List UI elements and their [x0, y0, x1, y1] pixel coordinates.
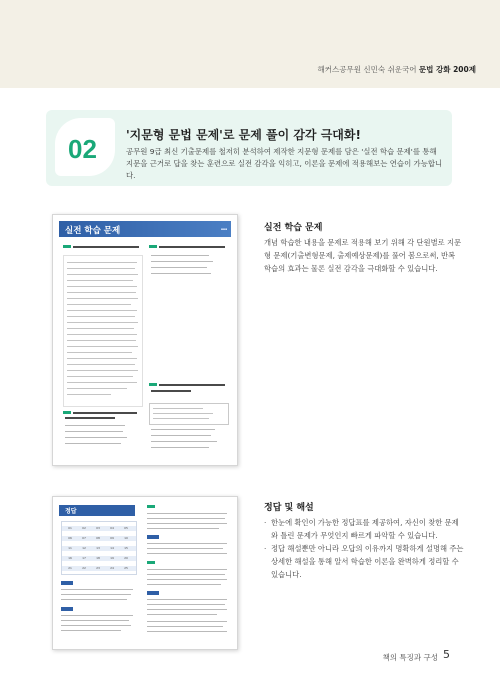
answer-table	[61, 521, 137, 575]
answer-cell: 17	[82, 556, 86, 560]
answer-cell: 15	[124, 546, 128, 550]
practice-page-header-mark: ▪▪▪	[220, 227, 227, 231]
answer-cell: 25	[124, 566, 128, 570]
question-marker	[63, 411, 71, 414]
answer-cell: 09	[110, 536, 114, 540]
answer-cell: 23	[96, 566, 100, 570]
feature-number: 02	[68, 134, 97, 164]
page-number: 5	[443, 648, 450, 661]
question-marker	[149, 383, 157, 386]
answer-page-title: 정답	[65, 508, 77, 515]
answers-bullet: · 한눈에 확인이 가능한 정답표를 제공하여, 자신이 찾한 문제와 틀린 문제가 무엇인지 빠르게 파악할 수 있습니다.	[264, 516, 464, 542]
answer-cell: 06	[68, 536, 72, 540]
answer-cell: 21	[68, 566, 72, 570]
explanation-tag	[61, 581, 73, 585]
answer-cell: 22	[82, 566, 86, 570]
question-marker	[149, 245, 157, 248]
answer-cell: 18	[96, 556, 100, 560]
section-title-answers: 정답 및 해설	[264, 503, 314, 513]
answer-page-thumbnail	[52, 496, 238, 650]
question-title-line	[73, 246, 139, 248]
answer-cell: 01	[68, 526, 72, 530]
answer-cell: 19	[110, 556, 114, 560]
section-title-practice: 실전 학습 문제	[264, 223, 323, 233]
answer-cell: 07	[82, 536, 86, 540]
answer-cell: 20	[124, 556, 128, 560]
passage-box	[63, 255, 143, 407]
feature-title: '지문형 문법 문제'로 문제 풀이 감각 극대화!	[126, 128, 361, 142]
answer-cell: 12	[82, 546, 86, 550]
answer-cell: 24	[110, 566, 114, 570]
answer-cell: 08	[96, 536, 100, 540]
answer-cell: 10	[124, 536, 128, 540]
question-example-box	[149, 403, 229, 425]
answer-cell: 11	[68, 546, 72, 550]
answer-cell: 16	[68, 556, 72, 560]
practice-page-thumbnail	[52, 214, 238, 466]
footer-section-label: 책의 특징과 구성	[382, 653, 438, 662]
answer-cell: 03	[96, 526, 100, 530]
answer-cell: 05	[124, 526, 128, 530]
answer-cell: 04	[110, 526, 114, 530]
section-body-answers	[264, 516, 464, 581]
question-marker	[147, 505, 155, 508]
answers-bullet: · 정답 해설뿐만 아니라 오답의 이유까지 명확하게 설명해 주는 상세한 해설을 통해 알서 학습한 이론을 완벽하게 정리할 수 있습니다.	[264, 542, 464, 581]
explanation-tag	[61, 607, 73, 611]
feature-description: 공무원 9급 최신 기출문제를 철저히 분석하여 제작한 지문형 문제를 담은 '실전 학습 문제'를 통해 지문을 근거로 답을 찾는 훈련으로 실전 감각을 익히고, 이론을 문제에 적용해보는 연습이 가능합니다.	[126, 147, 443, 180]
series-title: 해커스공무원 신민숙 쉬운국어 문법 강화 200제	[317, 65, 476, 74]
practice-page-title: 실전 학습 문제	[65, 226, 121, 236]
answer-cell: 02	[82, 526, 86, 530]
answer-cell: 13	[96, 546, 100, 550]
question-marker	[63, 245, 71, 248]
answer-cell: 14	[110, 546, 114, 550]
section-body-practice: 개념 학습한 내용을 문제로 적용해 보기 위해 각 단원별로 지문형 문제(기출변형문제, 출제예상문제)를 풀어 봄으로써, 반복 학습의 효과는 물론 실전 감각을 극대화할 수 있습니다.	[264, 238, 462, 273]
